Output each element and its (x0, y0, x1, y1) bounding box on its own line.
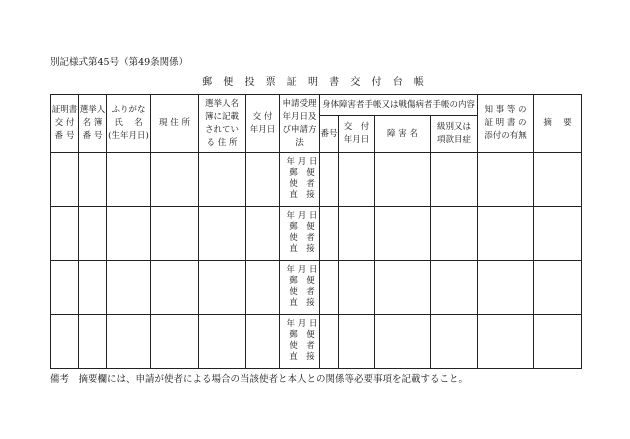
cell-current-address[interactable] (151, 315, 199, 369)
remarks-note: 備考 摘要欄には、申請が使者による場合の当該使者と本人との関係等必要事項を記載すること。 (50, 374, 469, 385)
cell-handbook-number[interactable] (320, 315, 339, 369)
cell-current-address[interactable] (151, 207, 199, 261)
header-remarks: 摘 要 (534, 95, 582, 153)
cell-application-date[interactable] (280, 207, 320, 261)
cell-certificate-number[interactable] (51, 207, 79, 261)
cell-handbook-issue-date[interactable] (339, 153, 375, 207)
table-row (51, 261, 582, 315)
header-application-date: 申請受理 年月日及 び申請方 法 (280, 95, 320, 153)
cell-issue-date[interactable] (246, 153, 280, 207)
date-line: 年 月 日 (286, 265, 318, 275)
cell-registered-address[interactable] (199, 153, 246, 207)
cell-roll-number[interactable] (79, 153, 107, 207)
method-messenger: 使 者 (289, 233, 315, 243)
cell-application-date[interactable] (280, 315, 320, 369)
cell-handbook-number[interactable] (320, 207, 339, 261)
cell-grade[interactable] (431, 207, 478, 261)
method-direct: 直 接 (289, 298, 315, 308)
cell-disability-name[interactable] (375, 261, 431, 315)
header-handbook-group: 身体障害者手帳又は戦傷病者手帳の内容 (320, 95, 478, 116)
header-handbook-issue-date: 交 付 年月日 (339, 116, 375, 153)
header-certificate-attached: 知 事 等 の 証 明 書 の 添付の有無 (478, 95, 534, 153)
form-number-label: 別記様式第45号（第49条関係） (50, 57, 189, 68)
method-mail: 郵 便 (289, 222, 315, 232)
cell-certificate-number[interactable] (51, 315, 79, 369)
method-messenger: 使 者 (289, 341, 315, 351)
cell-remarks[interactable] (534, 207, 582, 261)
cell-roll-number[interactable] (79, 207, 107, 261)
header-handbook-number: 番号 (320, 116, 339, 153)
cell-handbook-number[interactable] (320, 261, 339, 315)
cell-current-address[interactable] (151, 153, 199, 207)
cell-registered-address[interactable] (199, 315, 246, 369)
method-messenger: 使 者 (289, 287, 315, 297)
header-registered-address: 選挙人名 簿に記載 されてい る 住 所 (199, 95, 246, 153)
method-mail: 郵 便 (289, 168, 315, 178)
cell-certificate-attached[interactable] (478, 207, 534, 261)
cell-grade[interactable] (431, 153, 478, 207)
header-name: ふりがな 氏 名 (生年月日) (107, 95, 151, 153)
cell-disability-name[interactable] (375, 207, 431, 261)
cell-name[interactable] (107, 207, 151, 261)
cell-certificate-number[interactable] (51, 261, 79, 315)
document-title: 郵 便 投 票 証 明 書 交 付 台 帳 (202, 77, 428, 88)
cell-registered-address[interactable] (199, 207, 246, 261)
header-disability-name: 障 害 名 (375, 116, 431, 153)
method-direct: 直 接 (289, 352, 315, 362)
header-certificate-number: 証明書 交 付 番 号 (51, 95, 79, 153)
cell-handbook-issue-date[interactable] (339, 315, 375, 369)
cell-roll-number[interactable] (79, 261, 107, 315)
cell-remarks[interactable] (534, 261, 582, 315)
cell-handbook-issue-date[interactable] (339, 207, 375, 261)
method-direct: 直 接 (289, 244, 315, 254)
cell-issue-date[interactable] (246, 261, 280, 315)
table-row (51, 153, 582, 207)
date-line: 年 月 日 (286, 211, 318, 221)
cell-certificate-number[interactable] (51, 153, 79, 207)
cell-remarks[interactable] (534, 153, 582, 207)
cell-handbook-issue-date[interactable] (339, 261, 375, 315)
header-current-address: 現 住 所 (151, 95, 199, 153)
cell-name[interactable] (107, 261, 151, 315)
cell-name[interactable] (107, 315, 151, 369)
cell-handbook-number[interactable] (320, 153, 339, 207)
method-messenger: 使 者 (289, 179, 315, 189)
cell-disability-name[interactable] (375, 315, 431, 369)
cell-registered-address[interactable] (199, 261, 246, 315)
cell-grade[interactable] (431, 261, 478, 315)
table-row (51, 207, 582, 261)
cell-roll-number[interactable] (79, 315, 107, 369)
header-roll-number: 選挙人 名 簿 番 号 (79, 95, 107, 153)
cell-disability-name[interactable] (375, 153, 431, 207)
cell-current-address[interactable] (151, 261, 199, 315)
cell-issue-date[interactable] (246, 207, 280, 261)
ledger-table (50, 94, 582, 369)
cell-grade[interactable] (431, 315, 478, 369)
cell-certificate-attached[interactable] (478, 153, 534, 207)
cell-certificate-attached[interactable] (478, 261, 534, 315)
table-row (51, 315, 582, 369)
method-mail: 郵 便 (289, 330, 315, 340)
cell-application-date[interactable] (280, 261, 320, 315)
header-grade: 級別又は 項款目症 (431, 116, 478, 153)
cell-remarks[interactable] (534, 315, 582, 369)
cell-name[interactable] (107, 153, 151, 207)
cell-certificate-attached[interactable] (478, 315, 534, 369)
date-line: 年 月 日 (286, 319, 318, 329)
method-direct: 直 接 (289, 190, 315, 200)
date-line: 年 月 日 (286, 157, 318, 167)
cell-application-date[interactable] (280, 153, 320, 207)
header-row-top (51, 95, 582, 116)
method-mail: 郵 便 (289, 276, 315, 286)
cell-issue-date[interactable] (246, 315, 280, 369)
header-issue-date: 交 付 年月日 (246, 95, 280, 153)
